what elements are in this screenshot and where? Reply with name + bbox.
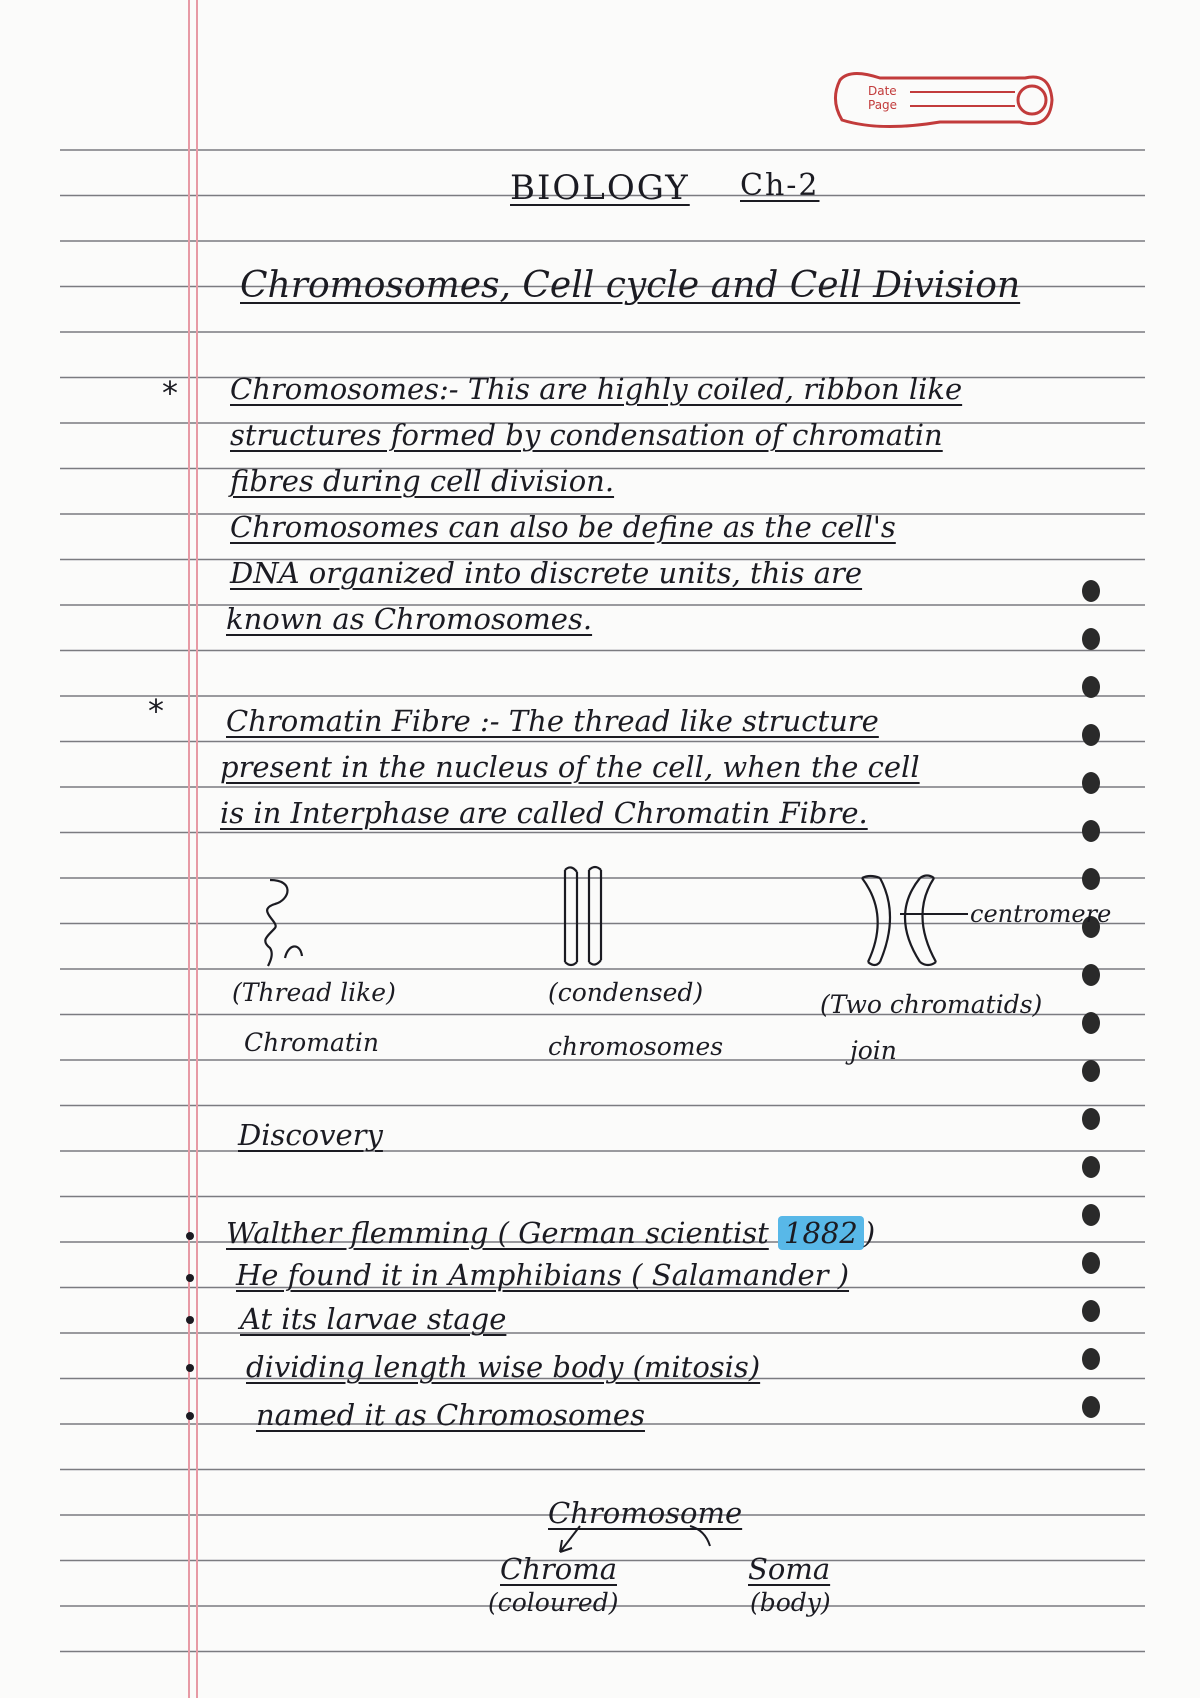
- chromatids-x-sketch: [850, 870, 970, 970]
- binder-hole: [1082, 1396, 1100, 1418]
- chromatin-line-1: Chromatin Fibre :- The thread like structure: [226, 704, 879, 738]
- binder-hole: [1082, 820, 1100, 842]
- binder-hole: [1082, 676, 1100, 698]
- binder-hole: [1082, 1012, 1100, 1034]
- centromere-label: centromere: [970, 900, 1112, 928]
- etymology-part1-meaning: (coloured): [488, 1588, 619, 1617]
- discovery-heading: Discovery: [238, 1118, 383, 1152]
- condensed-chromosome-sketch: [555, 862, 625, 972]
- thread-label-2: Chromatin: [244, 1028, 379, 1057]
- bullet-dot: [186, 1274, 194, 1282]
- binder-hole: [1082, 1300, 1100, 1322]
- condensed-label-2: chromosomes: [548, 1032, 724, 1061]
- chromosomes-line-6: known as Chromosomes.: [226, 602, 593, 636]
- etymology-word: Chromosome: [548, 1496, 743, 1530]
- asterisk-bullet: *: [148, 692, 164, 730]
- bullet-dot: [186, 1232, 194, 1240]
- margin-line-outer: [188, 0, 190, 1698]
- discovery-item-3: At its larvae stage: [240, 1302, 507, 1336]
- discovery-item-1-text: Walther flemming ( German scientist: [226, 1216, 769, 1250]
- binder-hole: [1082, 868, 1100, 890]
- chromatids-label-1: (Two chromatids): [820, 990, 1043, 1019]
- etymology-part2: Soma: [748, 1552, 831, 1586]
- chromosomes-line-3: fibres during cell division.: [230, 464, 615, 498]
- binder-hole: [1082, 964, 1100, 986]
- binder-hole: [1082, 1108, 1100, 1130]
- stamp-date-label: Date: [868, 84, 897, 98]
- discovery-item-4: dividing length wise body (mitosis): [246, 1350, 761, 1384]
- binder-hole: [1082, 724, 1100, 746]
- binder-hole: [1082, 1348, 1100, 1370]
- condensed-label-1: (condensed): [548, 978, 704, 1007]
- discovery-item-2: He found it in Amphibians ( Salamander ): [236, 1258, 850, 1292]
- binder-hole: [1082, 628, 1100, 650]
- asterisk-bullet: *: [162, 374, 178, 412]
- chromosomes-line-1: Chromosomes:- This are highly coiled, ribbon like: [230, 372, 963, 406]
- chapter-label: Ch-2: [740, 168, 820, 203]
- chromosomes-line-2: structures formed by condensation of chromatin: [230, 418, 943, 452]
- discovery-item-1: [226, 1216, 875, 1250]
- bullet-dot: [186, 1412, 194, 1420]
- stamp-page-label: Page: [868, 98, 898, 112]
- chapter-title: Chromosomes, Cell cycle and Cell Division: [240, 265, 1021, 306]
- chromatin-line-2: present in the nucleus of the cell, when the cell: [220, 750, 920, 784]
- date-page-stamp: [820, 60, 1060, 140]
- chromatin-line-3: is in Interphase are called Chromatin Fibre.: [220, 796, 868, 830]
- etymology-part2-meaning: (body): [750, 1588, 831, 1617]
- thread-chromatin-sketch: [240, 870, 340, 970]
- chromatids-label-2: join: [850, 1036, 897, 1065]
- chromosomes-line-4: Chromosomes can also be define as the cell's: [230, 510, 896, 544]
- etymology-part1: Chroma: [500, 1552, 617, 1586]
- thread-label-1: (Thread like): [232, 978, 396, 1007]
- discovery-year-badge: 1882: [778, 1216, 864, 1250]
- bullet-dot: [186, 1316, 194, 1324]
- discovery-item-5: named it as Chromosomes: [256, 1398, 645, 1432]
- binder-hole: [1082, 1204, 1100, 1226]
- binder-hole: [1082, 1156, 1100, 1178]
- binder-hole: [1082, 1252, 1100, 1274]
- binder-hole: [1082, 1060, 1100, 1082]
- binder-hole: [1082, 580, 1100, 602]
- bullet-dot: [186, 1364, 194, 1372]
- binder-hole: [1082, 772, 1100, 794]
- discovery-item-1-suffix: ): [863, 1216, 876, 1250]
- margin-line-inner: [196, 0, 198, 1698]
- chromosomes-line-5: DNA organized into discrete units, this are: [230, 556, 863, 590]
- page-title: BIOLOGY: [510, 168, 690, 208]
